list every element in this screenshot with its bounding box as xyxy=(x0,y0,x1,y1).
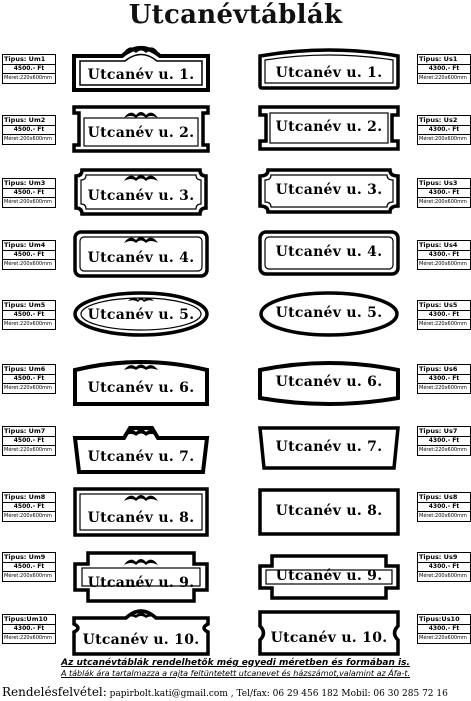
info-box xyxy=(2,54,56,84)
sign-text: Utcanév u. 6. xyxy=(87,380,195,396)
contact-label: Rendelésfelvétel: xyxy=(2,685,107,699)
info-box xyxy=(417,240,471,270)
type-label: Tipus: Um9 xyxy=(3,553,55,563)
price-label: 4300.- Ft xyxy=(418,251,470,261)
sign-text: Utcanév u. 2. xyxy=(87,125,195,141)
price-label: 4500.- Ft xyxy=(3,65,55,75)
sign-text: Utcanév u. 5. xyxy=(275,305,383,321)
info-box xyxy=(2,614,56,644)
size-label: Méret:200x600mm xyxy=(419,261,467,267)
street-sign xyxy=(72,358,210,408)
street-sign xyxy=(258,360,400,406)
size-label: Méret:200x600mm xyxy=(419,513,467,519)
page-title: Utcanévtáblák xyxy=(128,0,343,30)
sign-text: Utcanév u. 7. xyxy=(275,439,383,455)
price-label: 4300.- Ft xyxy=(3,625,55,635)
size-label: Méret:200x600mm xyxy=(419,573,467,579)
info-box xyxy=(417,54,471,84)
size-label: Méret:200x600mm xyxy=(4,513,52,519)
info-box xyxy=(417,426,471,456)
contact-details: papirbolt.kati@gmail.com , Tel/fax: 06 29 456 182 Mobil: 06 30 285 72 16 xyxy=(106,689,448,699)
street-sign xyxy=(72,42,210,92)
catalog-row xyxy=(0,164,471,224)
street-sign xyxy=(72,290,210,338)
price-label: 4300.- Ft xyxy=(418,563,470,573)
street-sign xyxy=(72,103,210,153)
size-label: Méret:200x600mm xyxy=(4,199,52,205)
sign-text: Utcanév u. 4. xyxy=(275,244,383,260)
street-sign xyxy=(258,230,400,276)
price-label: 4500.- Ft xyxy=(3,126,55,136)
price-label: 4500.- Ft xyxy=(3,503,55,513)
price-label: 4500.- Ft xyxy=(3,251,55,261)
price-label: 4500.- Ft xyxy=(3,189,55,199)
price-label: 4300.- Ft xyxy=(418,126,470,136)
type-label: Tipus: Um8 xyxy=(3,493,55,503)
sign-text: Utcanév u. 3. xyxy=(87,188,195,204)
sign-text: Utcanév u. 10. xyxy=(270,630,388,646)
info-box xyxy=(417,614,471,644)
catalog-row xyxy=(0,422,471,482)
type-label: Tipus: Us9 xyxy=(418,553,470,563)
type-label: Tipus: Um5 xyxy=(3,301,55,311)
sign-text: Utcanév u. 7. xyxy=(87,449,195,465)
price-label: 4300.- Ft xyxy=(418,625,470,635)
info-box xyxy=(417,552,471,582)
catalog-row xyxy=(0,40,471,100)
size-label: Méret:220x600mm xyxy=(4,75,52,81)
street-sign xyxy=(72,550,210,604)
size-label: Méret:200x600mm xyxy=(4,261,52,267)
price-label: 4300.- Ft xyxy=(418,375,470,385)
type-label: Tipus: Um2 xyxy=(3,116,55,126)
info-box xyxy=(2,178,56,208)
sign-text: Utcanév u. 9. xyxy=(87,575,195,591)
sign-text: Utcanév u. 4. xyxy=(87,250,195,266)
type-label: Tipus: Um6 xyxy=(3,365,55,375)
street-sign xyxy=(258,554,400,600)
catalog-row xyxy=(0,606,471,666)
price-label: 4300.- Ft xyxy=(418,65,470,75)
size-label: Méret:220x600mm xyxy=(419,447,467,453)
street-sign xyxy=(72,166,210,216)
size-label: Méret:220x600mm xyxy=(419,321,467,327)
size-label: Méret:200x600mm xyxy=(4,136,52,142)
catalog-row xyxy=(0,288,471,348)
catalog-row xyxy=(0,101,471,161)
type-label: Tipus: Um4 xyxy=(3,241,55,251)
size-label: Méret:220x600mm xyxy=(4,321,52,327)
info-box xyxy=(2,552,56,582)
sign-text: Utcanév u. 5. xyxy=(87,307,195,323)
street-sign xyxy=(258,46,400,90)
size-label: Méret:200x600mm xyxy=(419,199,467,205)
sign-text: Utcanév u. 10. xyxy=(82,632,200,648)
price-label: 4500.- Ft xyxy=(3,311,55,321)
info-box xyxy=(417,300,471,330)
price-label: 4300.- Ft xyxy=(418,503,470,513)
size-label: Méret:220x600mm xyxy=(419,75,467,81)
type-label: Tipus: Us1 xyxy=(418,55,470,65)
price-label: 4500.- Ft xyxy=(3,375,55,385)
info-box xyxy=(2,364,56,394)
street-sign xyxy=(258,168,400,214)
info-box xyxy=(2,115,56,145)
type-label: Tipus: Us7 xyxy=(418,427,470,437)
sign-text: Utcanév u. 1. xyxy=(87,67,195,83)
size-label: Méret:200x600mm xyxy=(419,136,467,142)
size-label: Méret:200x600mm xyxy=(4,573,52,579)
type-label: Tipus: Um1 xyxy=(3,55,55,65)
info-box xyxy=(417,364,471,394)
sign-text: Utcanév u. 8. xyxy=(275,503,383,519)
info-box xyxy=(2,426,56,456)
street-sign xyxy=(258,290,400,338)
catalog-row xyxy=(0,226,471,286)
info-box xyxy=(2,300,56,330)
street-sign xyxy=(72,486,210,538)
info-box xyxy=(2,492,56,522)
info-box xyxy=(417,178,471,208)
sign-text: Utcanév u. 1. xyxy=(275,65,383,81)
street-sign xyxy=(258,488,400,536)
price-label: 4500.- Ft xyxy=(3,563,55,573)
contact-line xyxy=(2,685,471,699)
catalog-row xyxy=(0,358,471,418)
type-label: Tipus: Um7 xyxy=(3,427,55,437)
sign-text: Utcanév u. 3. xyxy=(275,182,383,198)
size-label: Méret:220x600mm xyxy=(419,635,467,641)
sign-text: Utcanév u. 9. xyxy=(275,568,383,584)
type-label: Tipus: Us8 xyxy=(418,493,470,503)
price-label: 4500.- Ft xyxy=(3,437,55,447)
size-label: Méret:220x600mm xyxy=(4,385,52,391)
price-label: 4300.- Ft xyxy=(418,189,470,199)
price-label: 4300.- Ft xyxy=(418,311,470,321)
street-sign xyxy=(72,606,210,658)
footer-price-note: A táblák ára tartalmazza a rajta feltüntetett utcanevet és házszámot,valamint az Áfa-t. xyxy=(60,669,411,678)
footer-note: Az utcanévtáblák rendelhetők még egyedi méretben és formában is. xyxy=(61,658,410,668)
type-label: Tipus: Um3 xyxy=(3,179,55,189)
street-sign xyxy=(72,228,210,278)
sign-text: Utcanév u. 2. xyxy=(275,119,383,135)
type-label: Tipus: Us2 xyxy=(418,116,470,126)
catalog-row xyxy=(0,550,471,610)
street-sign xyxy=(258,105,400,151)
info-box xyxy=(2,240,56,270)
size-label: Méret:220x600mm xyxy=(419,385,467,391)
size-label: Méret:220x600mm xyxy=(4,635,52,641)
sign-text: Utcanév u. 6. xyxy=(275,374,383,390)
type-label: Tipus: Us5 xyxy=(418,301,470,311)
type-label: Tipus:Us10 xyxy=(418,615,470,625)
sign-text: Utcanév u. 8. xyxy=(87,510,195,526)
street-sign xyxy=(258,426,400,470)
info-box xyxy=(417,492,471,522)
size-label: Méret:220x600mm xyxy=(4,447,52,453)
type-label: Tipus: Us3 xyxy=(418,179,470,189)
type-label: Tipus: Us6 xyxy=(418,365,470,375)
type-label: Tipus: Us4 xyxy=(418,241,470,251)
street-sign xyxy=(72,422,210,476)
catalog-row xyxy=(0,486,471,546)
type-label: Tipus:Um10 xyxy=(3,615,55,625)
info-box xyxy=(417,115,471,145)
price-label: 4300.- Ft xyxy=(418,437,470,447)
street-sign xyxy=(258,610,400,656)
